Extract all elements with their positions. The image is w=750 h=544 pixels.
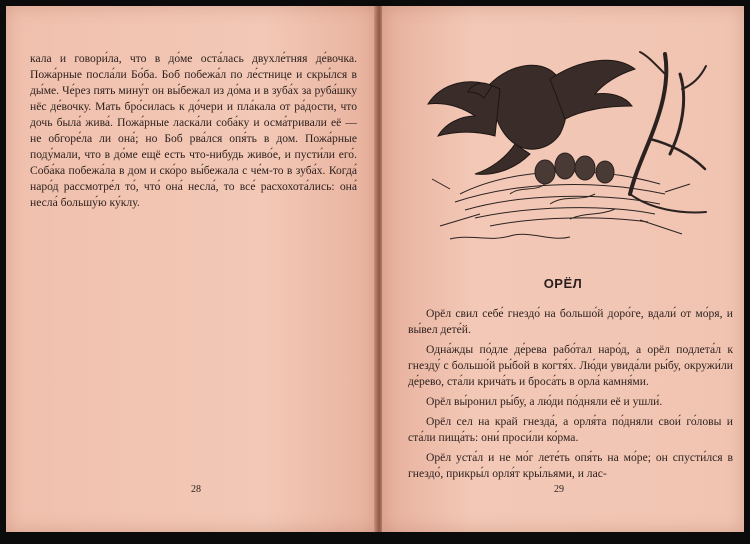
right-paragraph-2: Одна́жды по́дле де́рева рабо́тал наро́д, а орёл подлета́л к гнезду́ с большо́й ры́бой в когтя́х. Лю́ди увида́ли ры́бу, окружи́ли де́рево, ста́ли крича́ть и броса́ть в орла́ камня́ми. [408, 343, 733, 388]
right-page-number: 29 [554, 484, 564, 495]
right-paragraph-5: Орёл уста́л и не мо́г лете́ть опя́ть на мо́ре; он спусти́лся в гнездо́, прикры́л орля́т кры́льями, и лас- [408, 451, 733, 480]
right-paragraph-4: Орёл сел на край гнезда́, а орля́та по́дняли свои́ го́ловы и ста́ли пища́ть: они́ проси́ли ко́рма. [408, 415, 733, 444]
left-page-text [30, 51, 357, 211]
right-paragraph-3: Орёл вы́ронил ры́бу, а лю́ди по́дняли её и ушли́. [426, 395, 663, 408]
right-page [382, 6, 744, 532]
chapter-title: ОРЁЛ [543, 276, 583, 291]
eagle-nest-illustration [420, 44, 710, 254]
left-page-number: 28 [191, 484, 201, 495]
left-paragraph: кала и говори́ла, что в до́ме оста́лась двухле́тняя де́вочка. Пожа́рные посла́ли Бо́ба. Боб побежа́л по ле́стнице и скры́лся в ды́ме. Че́рез пять мину́т он вы́бежал из до́ма и в зуба́х за руба́шку нёс де́вочку. Мать бро́силась к до́чери и пла́кала от ра́дости, что дочь была́ жива́. Пожа́рные ласка́ли соба́ку и осма́тривали её — не обгоре́ла ли она́; но Боб рва́лся опя́ть в дом. Пожа́рные поду́мали, что в до́ме ещё есть что-нибудь живо́е, и пусти́ли его́. Соба́ка побежа́ла в дом и ско́ро вы́бежала с че́м-то в зуба́х. Когда́ наро́д рассмотре́л то́, что́ она́ несла́, то все́ расхохота́лись: она́ несла́ большу́ю ку́клу. [30, 52, 357, 209]
right-page-text [408, 306, 733, 486]
left-page [6, 6, 376, 532]
right-paragraph-1: Орёл свил себе́ гнездо́ на большо́й доро́ге, вдали́ от мо́ря, и вы́вел дете́й. [408, 307, 733, 336]
